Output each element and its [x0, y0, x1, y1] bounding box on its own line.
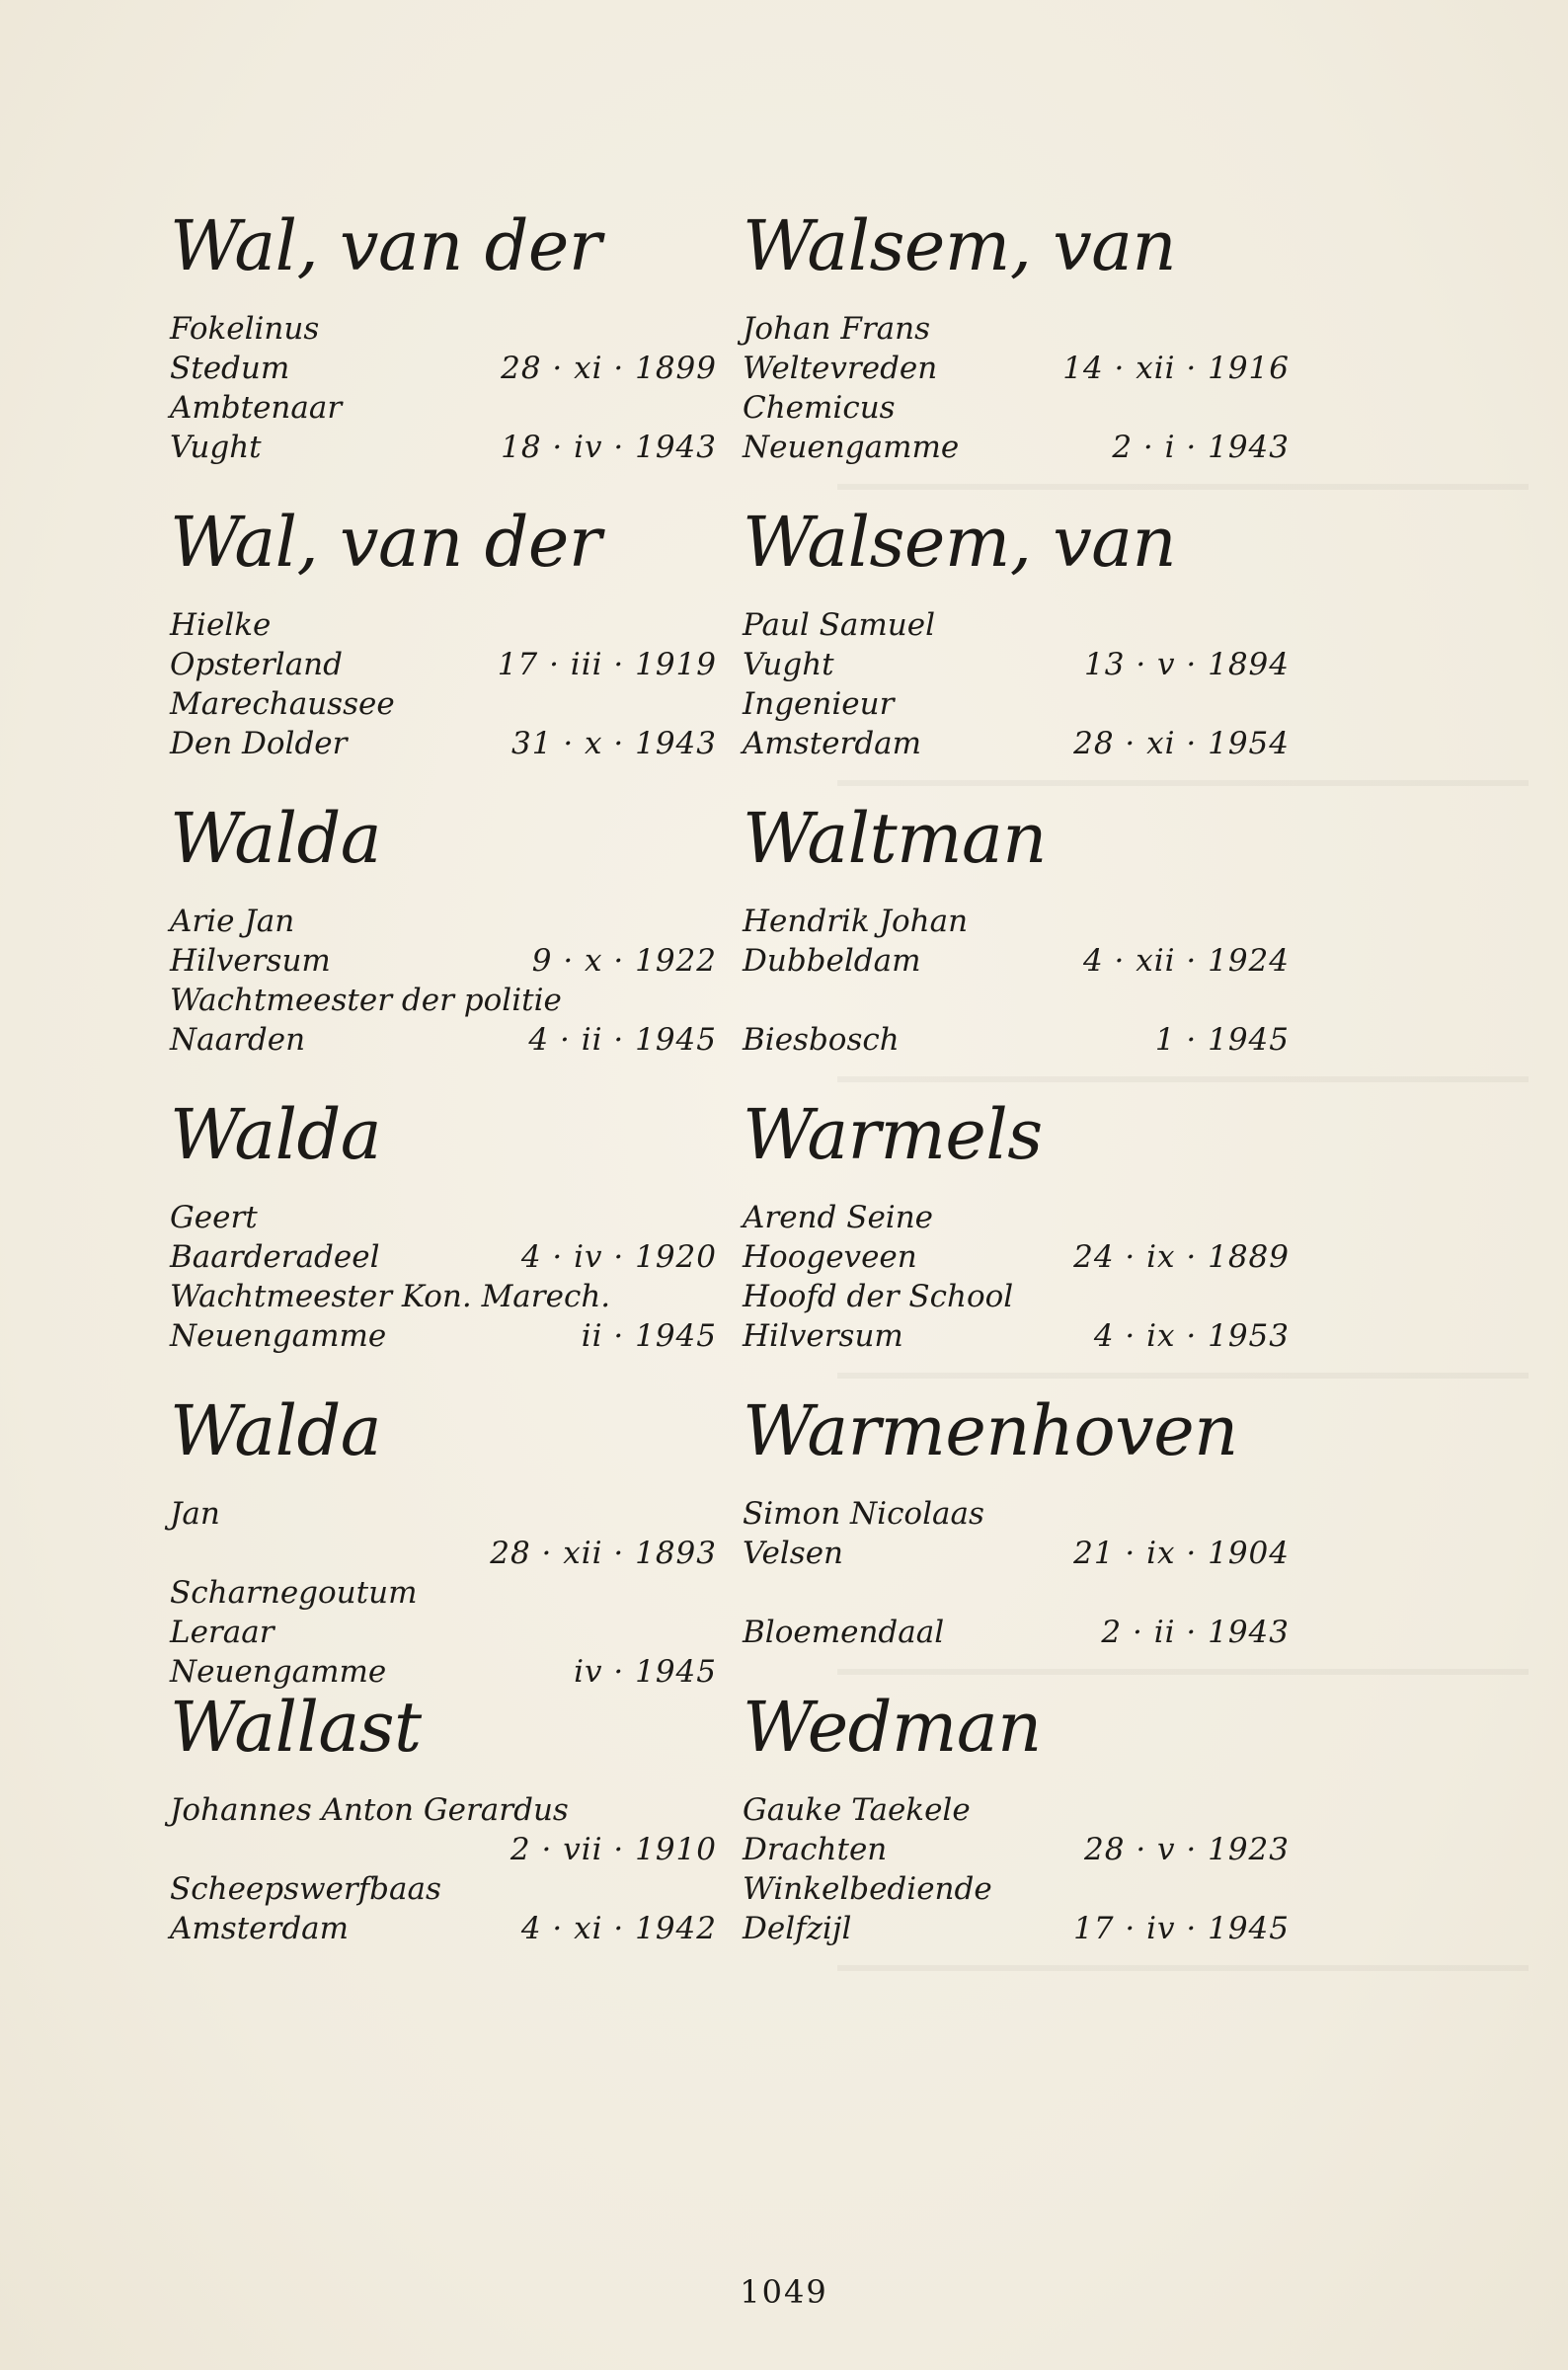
birth-line: [743, 645, 1297, 684]
death-line: [743, 1020, 1297, 1060]
birth-line: [743, 1534, 1297, 1573]
occupation: Wachtmeester der politie: [170, 983, 562, 1018]
birth-date: 2 · vii · 1910: [510, 1832, 717, 1867]
death-place: Neuengamme: [743, 430, 960, 465]
death-place: Amsterdam: [743, 726, 922, 761]
death-date: 2 · ii · 1943: [1101, 1615, 1290, 1650]
given-names: Johan Frans: [743, 311, 931, 347]
death-date: 18 · iv · 1943: [501, 430, 717, 465]
given-names: Paul Samuel: [743, 607, 936, 643]
death-date: 17 · iv · 1945: [1073, 1911, 1290, 1946]
birth-place: Opsterland: [170, 647, 343, 682]
given-names: Johannes Anton Gerardus: [170, 1792, 569, 1828]
birth-line: [743, 1830, 1297, 1869]
occupation: Winkelbediende: [743, 1871, 992, 1907]
given-names: Hendrik Johan: [743, 904, 969, 939]
birth-date: 4 · xii · 1924: [1082, 943, 1290, 979]
given-names: Simon Nicolaas: [743, 1496, 984, 1532]
surname: Wal, van der: [170, 205, 601, 286]
birth-line: [743, 1237, 1297, 1277]
surname: Wal, van der: [170, 502, 601, 583]
death-date: iv · 1945: [574, 1654, 717, 1690]
death-place: Amsterdam: [170, 1911, 350, 1946]
birth-date: 13 · v · 1894: [1084, 647, 1290, 682]
memorial-entry: [170, 1387, 743, 1690]
birth-date: 28 · v · 1923: [1084, 1832, 1290, 1867]
occupation: Marechaussee: [170, 686, 395, 722]
occupation: Ingenieur: [743, 686, 895, 722]
surname: Walda: [170, 1094, 382, 1175]
death-place: Biesbosch: [743, 1022, 900, 1058]
birth-line: [170, 349, 725, 388]
death-place: Delfzijl: [743, 1911, 852, 1946]
surname: Walsem, van: [743, 502, 1177, 583]
birth-place: Stedum: [170, 351, 290, 386]
death-date: 28 · xi · 1954: [1073, 726, 1290, 761]
birth-place: Baarderadeel: [170, 1239, 380, 1275]
memorial-entry: [170, 1091, 743, 1387]
death-date: 1 · 1945: [1154, 1022, 1290, 1058]
birth-place: Hilversum: [170, 943, 331, 979]
memorial-entry: [743, 1387, 1315, 1684]
surname: Walda: [170, 1390, 382, 1471]
memorial-entry: [743, 202, 1315, 499]
given-names: Hielke: [170, 607, 272, 643]
death-line: [743, 1613, 1297, 1652]
birth-line: [170, 1237, 725, 1277]
birth-date: 9 · x · 1922: [531, 943, 717, 979]
surname: Wallast: [170, 1687, 422, 1768]
birth-date: 17 · iii · 1919: [497, 647, 717, 682]
memorial-entry: [170, 1684, 743, 1980]
death-place: Den Dolder: [170, 726, 348, 761]
given-names: Arend Seine: [743, 1200, 934, 1235]
death-date: 31 · x · 1943: [511, 726, 717, 761]
entries-grid: [170, 202, 1315, 1980]
birth-date: 28 · xii · 1893: [490, 1536, 717, 1571]
surname: Warmenhoven: [743, 1390, 1238, 1471]
birth-date: 14 · xii · 1916: [1062, 351, 1290, 386]
death-place: Neuengamme: [170, 1318, 387, 1354]
surname: Walsem, van: [743, 205, 1177, 286]
birth-date: 28 · xi · 1899: [501, 351, 717, 386]
occupation: Hoofd der School: [743, 1279, 1014, 1314]
given-names: Gauke Taekele: [743, 1792, 971, 1828]
death-date: 4 · ii · 1945: [528, 1022, 717, 1058]
birth-place: Hoogeveen: [743, 1239, 917, 1275]
memorial-entry: [743, 795, 1315, 1091]
death-place: Bloemendaal: [743, 1615, 945, 1650]
death-place: Naarden: [170, 1022, 306, 1058]
occupation: [743, 981, 1297, 1020]
death-line: [743, 428, 1297, 467]
birth-place: Weltevreden: [743, 351, 938, 386]
surname: Walda: [170, 798, 382, 879]
occupation: [743, 1573, 1297, 1613]
death-place: Neuengamme: [170, 1654, 387, 1690]
given-names: Jan: [170, 1496, 220, 1532]
birth-line: [743, 941, 1297, 981]
occupation: Ambtenaar: [170, 390, 343, 426]
birth-date: 21 · ix · 1904: [1073, 1536, 1290, 1571]
death-line: [170, 1909, 725, 1948]
occupation: Chemicus: [743, 390, 896, 426]
death-line: [743, 1909, 1297, 1948]
surname: Wedman: [743, 1687, 1042, 1768]
memorial-entry: [170, 499, 743, 795]
death-date: 2 · i · 1943: [1112, 430, 1290, 465]
death-date: 4 · ix · 1953: [1093, 1318, 1290, 1354]
birth-place: Drachten: [743, 1832, 888, 1867]
death-place: Hilversum: [743, 1318, 903, 1354]
surname: Waltman: [743, 798, 1047, 879]
given-names: Arie Jan: [170, 904, 295, 939]
birth-place: Velsen: [743, 1536, 844, 1571]
death-date: 4 · xi · 1942: [520, 1911, 717, 1946]
death-line: [170, 724, 725, 763]
death-line: [743, 1316, 1297, 1356]
occupation: Wachtmeester Kon. Marech.: [170, 1279, 611, 1314]
birth-date: 4 · iv · 1920: [520, 1239, 717, 1275]
page-number: 1049: [740, 2273, 828, 2311]
birth-place-detail: Scharnegoutum: [170, 1575, 418, 1611]
memorial-entry: [743, 1684, 1315, 1980]
birth-place: Dubbeldam: [743, 943, 921, 979]
memorial-entry: [170, 202, 743, 499]
death-line: [743, 724, 1297, 763]
birth-line: [170, 941, 725, 981]
birth-line: [170, 645, 725, 684]
given-names: Geert: [170, 1200, 258, 1235]
memorial-entry: [743, 1091, 1315, 1387]
occupation: Scheepswerfbaas: [170, 1871, 441, 1907]
death-line: [170, 1020, 725, 1060]
surname: Warmels: [743, 1094, 1043, 1175]
birth-place: Vught: [743, 647, 834, 682]
birth-line: [743, 349, 1297, 388]
birth-date: 24 · ix · 1889: [1073, 1239, 1290, 1275]
death-line: [170, 428, 725, 467]
occupation: Leraar: [170, 1615, 274, 1650]
death-line: [170, 1316, 725, 1356]
birth-line: [170, 1830, 725, 1869]
death-place: Vught: [170, 430, 262, 465]
memorial-entry: [743, 499, 1315, 795]
given-names: Fokelinus: [170, 311, 320, 347]
birth-line: [170, 1534, 725, 1573]
death-date: ii · 1945: [581, 1318, 717, 1354]
memorial-entry: [170, 795, 743, 1091]
